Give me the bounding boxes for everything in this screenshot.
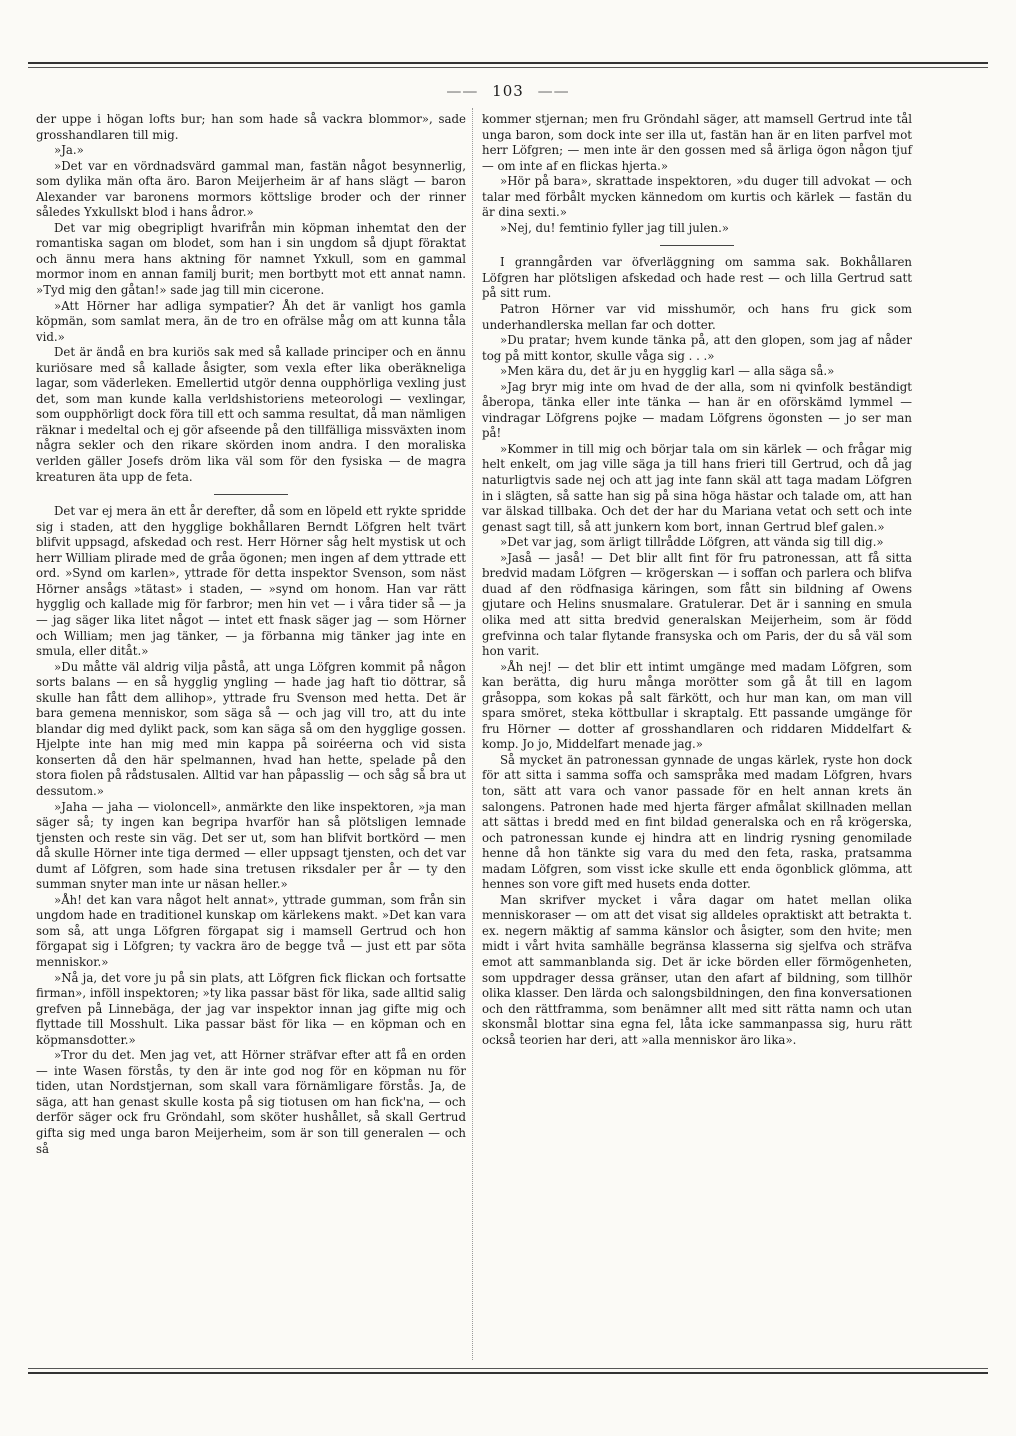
paragraph: »Du pratar; hvem kunde tänka på, att den glopen, som jag af nåder tog på mitt kontor, skulle våga sig . . .» [482, 333, 912, 363]
paragraph: »Nå ja, det vore ju på sin plats, att Löfgren fick flickan och fortsatte firman», inföll inspektoren; »ty lika passar bäst för lika, sade alltid salig grefven på Linnebäga, der jag var inspektor innan jag gifte mig och flyttade till Mosshult. Lika passar bäst för lika — en köpman och en köpmansdotter.» [36, 970, 466, 1047]
page-number [0, 82, 1016, 100]
paragraph: »Kommer in till mig och börjar tala om sin kärlek — och frågar mig helt enkelt, om jag ville säga ja till hans frieri till Gertrud, och då jag naturligtvis sade nej och att jag inte fann skäl att taga madam Löfgren in i slägten, så satte han sig på sina höga hästar och talade om, att han var älskad tillbaka. Och det der har du Mariana vetat och sett och inte genast sagt till, så att junkern kom bort, innan Gertrud blef galen.» [482, 441, 912, 534]
paragraph: »Du måtte väl aldrig vilja påstå, att unga Löfgren kommit på någon sorts balans — en så hygglig yngling — hade jag haft tio döttrar, så skulle han fått dem allihop», yttrade fru Svenson med hetta. Det är bara gemena menniskor, som säga så — och jag vill tro, att du inte blandar dig med dylikt pack, som kan säga så om den hygglige gossen. Hjelpte inte han mig med min kappa på soiréerna och vid sista konserten då den här spelmannen, hvad han hette, spelade på den stora fiolen på rådstusalen. Alltid var han påpasslig — och såg så bra ut dessutom.» [36, 659, 466, 798]
paragraph: I granngården var öfverläggning om samma sak. Bokhållaren Löfgren har plötsligen afskedad och hade rest — och lilla Gertrud satt på sitt rum. [482, 255, 912, 301]
folio-dash-right: —— [537, 82, 570, 100]
right-column [482, 112, 912, 1048]
paragraph: Man skrifver mycket i våra dagar om hatet mellan olika menniskoraser — om att det visat sig alldeles opraktiskt att betrakta t. ex. negern mäktig af samma känslor och åsigter, som den hvite; men midt i vårt hvita samhälle begränsa klasserna sig sjelfva och sträfva emot att sammanblanda sig. Det är icke börden eller förmögenheten, som uppdrager dessa gränser, utan den afart af bildning, som tillhör olika klasser. Den lärda och salongsbildningen, den fina konversationen och den rättframma, som benämner allt med sitt rätta namn och utan skonsmål blottar sina egna fel, låta icke sammanpassa sig, huru rätt också teorien har deri, att »alla menniskor äro lika». [482, 892, 912, 1047]
paragraph: »Jag bryr mig inte om hvad de der alla, som ni qvinfolk beständigt åberopa, tänka eller inte tänka — han är en oförskämd lymmel — vindragar Löfgrens pojke — madam Löfgrens ögonsten — jo ser man på! [482, 379, 912, 441]
paragraph: der uppe i högan lofts bur; han som hade så vackra blommor», sade grosshandlaren till mig. [36, 112, 466, 142]
page-border-bottom [28, 1368, 988, 1374]
paragraph: kommer stjernan; men fru Gröndahl säger, att mamsell Gertrud inte tål unga baron, som dock inte ser illa ut, fastän han är en liten parfvel mot herr Löfgren; — men inte är den gossen med så ärliga ögon någon tjuf — om inte af en flickas hjerta.» [482, 112, 912, 173]
section-separator [660, 245, 734, 246]
left-column [36, 112, 466, 1157]
paragraph: Det var ej mera än ett år derefter, då som en löpeld ett rykte spridde sig i staden, att den hygglige bokhållaren Berndt Löfgren helt tvärt blifvit uppsagd, afskedad och rest. Herr Hörner såg helt mystisk ut och herr William plirade med de gråa ögonen; men ingen af dem yttrade ett ord. »Synd om karlen», yttrade för detta inspektor Svenson, som näst Hörner ansågs »tätast» i staden, — »synd om honom. Han var rätt hygglig och kallade mig för farbror; men hin vet — i våra tider så — ja — jag säger lika litet något — intet ett fnask säger jag — som Hörner och William; men jag tänker, — ja förbanna mig tänker jag inte en smula, eller ditåt.» [36, 504, 466, 659]
paragraph: »Nej, du! femtinio fyller jag till julen.» [500, 220, 729, 235]
paragraph: »Hör på bara», skrattade inspektoren, »du duger till advokat — och talar med förbålt mycken kännedom om kurtis och kärlek — fastän du är dina sexti.» [482, 174, 912, 220]
page-number-value: 103 [492, 82, 524, 100]
paragraph: Så mycket än patronessan gynnade de ungas kärlek, ryste hon dock för att sitta i samma soffa och samspråka med madam Löfgren, hvars ton, sätt att vara och vanor passade för en helt annan krets än salongens. Patronen hade med hjerta färger afmålat skillnaden mellan att sättas i bredd med en fint bildad generalska och en rå krögerska, och patronessan kunde ej hindra att en lindrig rysning genomilade henne då hon tänkte sig vara du med den feta, raska, pratsamma madam Löfgren, som visst icke skulle ett enda ögonblick glömma, att hennes son vore gift med husets enda dotter. [482, 752, 912, 892]
paragraph: Det var mig obegripligt hvarifrån min köpman inhemtat den der romantiska sagan om blodet, som han i sin ungdom så djupt föraktat och ännu mera hans aktning för namnet Yxkull, som en gammal mormor inom en annan familj burit; men bortbytt mot ett annat namn. »Tyd mig den gåtan!» sade jag till min cicerone. [36, 220, 466, 298]
paragraph: »Åh! det kan vara något helt annat», yttrade gumman, som från sin ungdom hade en traditionel kunskap om kärlekens makt. »Det kan vara som så, att unga Löfgren förgapat sig i mamsell Gertrud och hon förgapat sig i Löfgren; ty vackra äro de begge två — just ett par söta menniskor.» [36, 892, 466, 969]
paragraph: »Men kära du, det är ju en hygglig karl — alla säga så.» [500, 364, 835, 379]
paragraph: »Jaså — jaså! — Det blir allt fint för fru patronessan, att få sitta bredvid madam Löfgren — krögerskan — i soffan och parlera och blifva duad af den rödfnasiga käringen, som fått sin bildning af Owens gjutare och Helins snusmalare. Gratulerar. Det är i sanning en smula olika med att sitta bredvid generalskan Meijerheim, som är född grefvinna och talar flytande fransyska och om Paris, der du så väl som hon varit. [482, 550, 912, 659]
paragraph: »Att Hörner har adliga sympatier? Åh det är vanligt hos gamla köpmän, som samlat mera, än de tro en ofrälse måg om att kunna tåla vid.» [36, 298, 466, 344]
column-divider [472, 108, 473, 1360]
paragraph: »Det var jag, som ärligt tillrådde Löfgren, att vända sig till dig.» [500, 535, 884, 550]
page-border-top [28, 62, 988, 68]
paragraph: »Tror du det. Men jag vet, att Hörner sträfvar efter att få en orden — inte Wasen förstås, ty den är inte god nog för en köpman nu för tiden, utan Nordstjernan, som skall vara förnämligare förstås. Ja, de säga, att han genast skulle kosta på sig tiotusen om han fick'na, — och derför säger ock fru Gröndahl, som sköter hushållet, så skall Gertrud gifta sig med unga baron Meijerheim, som är son till generalen — och så [36, 1048, 466, 1156]
paragraph: »Ja.» [54, 143, 84, 158]
paragraph: »Jaha — jaha — violoncell», anmärkte den like inspektoren, »ja man säger så; ty ingen kan begripa hvarför han så plötsligen lemnade tjensten och reste sin väg. Det ser ut, som han blifvit bortkörd — men då skulle Hörner inte tiga dermed — eller uppsagt tjensten, och det var dumt af Löfgren, som hade sina tretusen riksdaler per år — ty den summan snyter man inte ur näsan heller.» [36, 799, 466, 892]
folio-dash-left: —— [446, 82, 479, 100]
paragraph: Det är ändå en bra kuriös sak med så kallade principer och en ännu kuriösare med så kallade åsigter, som vexla efter lika oberäkneliga lagar, som väderleken. Emellertid utgör denna oupphörliga vexling just det, som man kunde kalla verldshistoriens meteorologi — vexlingar, som oupphörligt dock föra till ett och samma resultat, då man nämligen räknar i medeltal och ej gör afseende på den tillfälliga missväxten inom några sekler och den rikare skörden inom andra. I den moraliska verlden gäller Josefs dröm lika väl som för den fysiska — de magra kreaturen äta upp de feta. [36, 345, 466, 484]
paragraph: »Det var en vördnadsvärd gammal man, fastän något besynnerlig, som dylika män ofta äro. Baron Meijerheim är af hans slägt — baron Alexander var baronens mormors köttslige broder och der rinner således Yxkullskt blod i hans ådror.» [36, 158, 466, 220]
paragraph: »Åh nej! — det blir ett intimt umgänge med madam Löfgren, som kan berätta, dig huru många morötter som gå åt till en lagom gråsoppa, som kokas på salt färkött, och hur man kan, om man vill spara smöret, steka köttbullar i skraptalg. Ett passande umgänge för fru Hörner — dotter af grosshandlaren och riddaren Middelfart & komp. Jo jo, Middelfart menade jag.» [482, 659, 912, 752]
paragraph: Patron Hörner var vid misshumör, och hans fru gick som underhandlerska mellan far och dotter. [482, 302, 912, 332]
section-separator [214, 494, 288, 495]
